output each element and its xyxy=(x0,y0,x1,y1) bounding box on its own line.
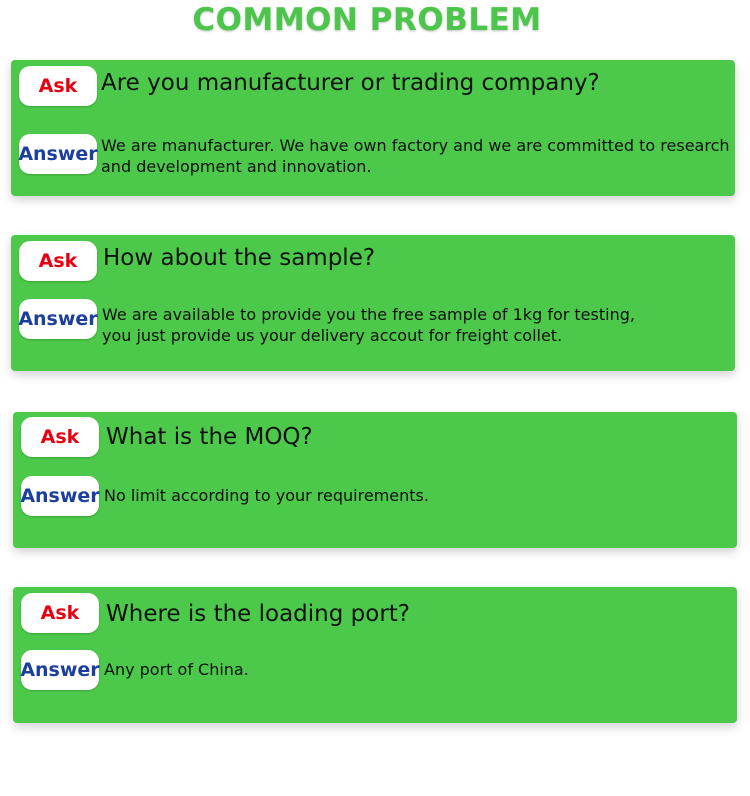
answer-text-line: you just provide us your delivery accout for freight collet. xyxy=(102,326,563,345)
faq-card xyxy=(13,412,737,548)
question-text: What is the MOQ? xyxy=(106,424,313,450)
faq-card xyxy=(11,60,735,196)
answer-badge: Answer xyxy=(19,134,97,174)
question-text: How about the sample? xyxy=(103,245,376,271)
answer-badge: Answer xyxy=(21,476,99,516)
ask-badge: Ask xyxy=(21,417,99,457)
answer-text-line: and development and innovation. xyxy=(101,157,372,176)
answer-text-line: We are available to provide you the free sample of 1kg for testing, xyxy=(102,305,635,324)
answer-text-line: Any port of China. xyxy=(104,660,249,679)
answer-badge: Answer xyxy=(19,299,97,339)
answer-text-line: No limit according to your requirements. xyxy=(104,486,429,505)
answer-text-line: We are manufacturer. We have own factory and we are committed to research xyxy=(101,136,730,155)
faq-card xyxy=(11,235,735,371)
answer-badge: Answer xyxy=(21,650,99,690)
ask-badge: Ask xyxy=(19,241,97,281)
question-text: Where is the loading port? xyxy=(106,601,411,627)
faq-card xyxy=(13,587,737,723)
question-text: Are you manufacturer or trading company? xyxy=(101,70,600,96)
ask-badge: Ask xyxy=(21,593,99,633)
ask-badge: Ask xyxy=(19,66,97,106)
page-title: COMMON PROBLEM xyxy=(192,2,542,38)
